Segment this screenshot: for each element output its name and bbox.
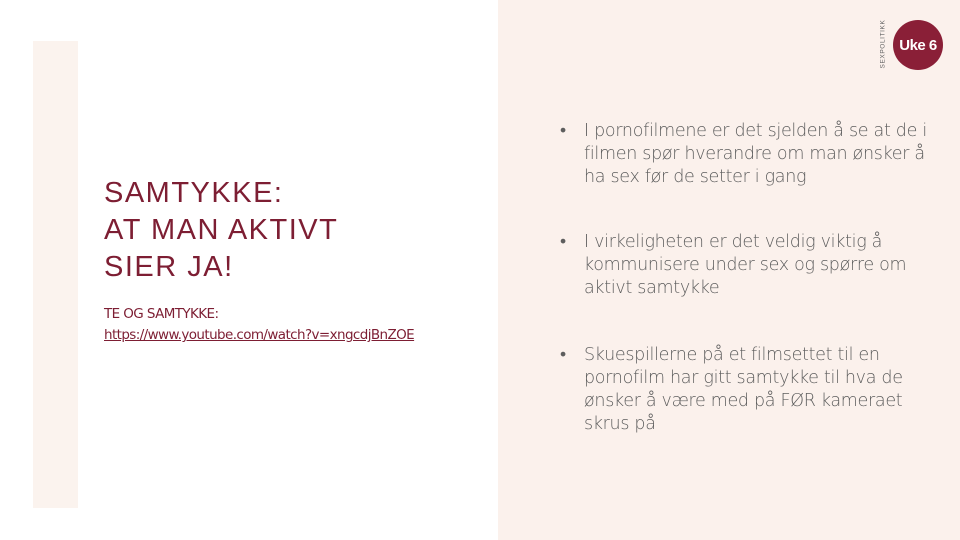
bullet-item-1: • I pornofilmene er det sjelden å se at de i filmen spør hverandre om man ønsker å ha sex før de setter i gang	[560, 120, 940, 189]
logo-side-text	[876, 16, 890, 72]
title-line-1: SAMTYKKE:	[104, 177, 284, 209]
title-line-3: SIER JA!	[104, 251, 234, 283]
bullet-item-2: • I virkeligheten er det veldig viktig å kommunisere under sex og spørre om aktivt samtykke	[560, 231, 940, 300]
slide-title	[104, 175, 444, 286]
youtube-link[interactable]: https://www.youtube.com/watch?v=xngcdjBnZOE	[104, 327, 415, 343]
logo-badge-label: Uke 6	[899, 36, 937, 54]
uke6-logo-badge	[893, 20, 943, 70]
bullet-item-3: • Skuespillerne på et filmsettet til en pornofilm har gitt samtykke til hva de ønsker å være med på FØR kameraet skrus på	[560, 344, 940, 436]
video-heading: TE OG SAMTYKKE:	[104, 306, 219, 322]
bullet-list	[560, 120, 940, 436]
logo-side-label: SEXPOLITIKK	[879, 19, 887, 69]
title-line-2: AT MAN AKTIVT	[104, 214, 339, 246]
decorative-left-bar	[33, 41, 78, 508]
